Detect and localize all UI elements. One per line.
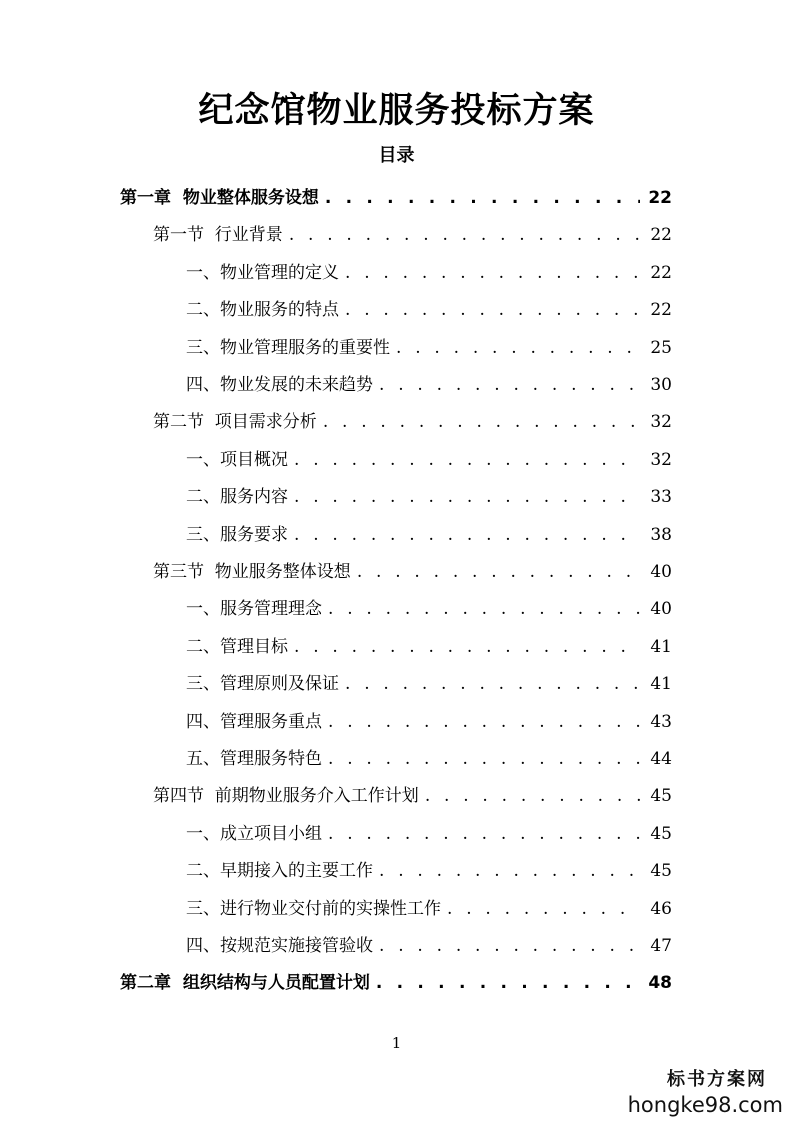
dot-leader: [396, 330, 640, 366]
toc-entry-page: 45: [650, 786, 672, 807]
dot-leader: [328, 704, 640, 740]
toc-entry-label: 四、物业发展的未来趋势: [186, 375, 373, 395]
dot-leader: [425, 778, 640, 814]
dot-leader: [328, 816, 640, 852]
toc-entry-label: 三、服务要求: [186, 524, 288, 545]
toc-entry-page: 41: [650, 636, 672, 657]
toc-entry-label: 第一章 物业整体服务设想: [120, 188, 319, 208]
dot-leader: [376, 965, 640, 1001]
toc-entry-page: 46: [650, 898, 672, 919]
toc-entry[interactable]: [186, 928, 672, 964]
toc-entry-page: 22: [650, 300, 672, 321]
toc-entry-page: 32: [650, 449, 672, 470]
toc-entry-page: 22: [648, 188, 672, 208]
dot-leader: [325, 180, 640, 216]
toc-entry-label: 二、物业服务的特点: [186, 300, 339, 321]
dot-leader: [289, 217, 640, 253]
toc-entry-label: 一、成立项目小组: [186, 823, 322, 844]
toc-entry[interactable]: [153, 778, 672, 814]
page-number: 1: [391, 1034, 402, 1052]
dot-leader: [294, 517, 640, 553]
toc-entry-page: 25: [650, 337, 672, 358]
toc-entry[interactable]: [186, 367, 672, 403]
toc-entry-label: 二、管理目标: [186, 636, 288, 657]
toc-entry-label: 三、管理原则及保证: [186, 674, 339, 695]
dot-leader: [447, 891, 640, 927]
toc-entry-label: 五、管理服务特色: [186, 749, 322, 769]
toc-entry-page: 22: [650, 262, 672, 283]
toc-entry-page: 45: [650, 823, 672, 844]
dot-leader: [294, 629, 640, 665]
toc-heading: 目录: [378, 145, 415, 166]
toc-entry-page: 45: [650, 861, 672, 882]
toc-entry-label: 一、项目概况: [186, 449, 288, 470]
toc-entry[interactable]: [186, 479, 672, 515]
toc-entry-page: 38: [650, 524, 672, 545]
toc-entry-page: 47: [650, 936, 672, 956]
toc-entry[interactable]: [153, 404, 672, 440]
dot-leader: [345, 666, 640, 702]
toc-entry[interactable]: [120, 180, 672, 216]
toc-entry[interactable]: [186, 255, 672, 291]
dot-leader: [379, 928, 640, 964]
toc-entry-label: 四、管理服务重点: [186, 711, 322, 732]
toc-entry-page: 40: [650, 599, 672, 620]
dot-leader: [323, 404, 640, 440]
toc-entry[interactable]: [186, 629, 672, 665]
toc-entry-label: 一、服务管理理念: [186, 599, 322, 620]
watermark-logo: [613, 1068, 783, 1118]
toc-entry[interactable]: [153, 554, 672, 590]
toc-entry[interactable]: [186, 853, 672, 889]
toc-entry[interactable]: [186, 442, 672, 478]
toc-entry[interactable]: [153, 217, 672, 253]
dot-leader: [357, 554, 640, 590]
toc-entry[interactable]: [186, 816, 672, 852]
toc-entry[interactable]: [186, 704, 672, 740]
dot-leader: [328, 741, 640, 777]
toc-entry-page: 41: [650, 674, 672, 695]
toc-entry-label: 第四节 前期物业服务介入工作计划: [153, 786, 419, 807]
toc-entry[interactable]: [186, 741, 672, 777]
toc-entry[interactable]: [120, 965, 672, 1001]
document-title: 纪念馆物业服务投标方案: [198, 91, 595, 131]
toc-entry-label: 第一节 行业背景: [153, 225, 283, 246]
toc-entry-label: 第二节 项目需求分析: [153, 412, 317, 433]
toc-entry-label: 二、早期接入的主要工作: [186, 861, 373, 882]
toc-entry-page: 32: [650, 412, 672, 433]
watermark-url: hongke98.com: [627, 1093, 783, 1117]
toc-entry-label: 第二章 组织结构与人员配置计划: [120, 973, 370, 994]
dot-leader: [294, 479, 640, 515]
dot-leader: [379, 367, 640, 403]
toc-entry[interactable]: [186, 591, 672, 627]
watermark-name: 标书方案网: [667, 1069, 767, 1090]
toc-entry[interactable]: [186, 330, 672, 366]
toc-entry-page: 33: [650, 487, 672, 508]
toc-entry-label: 第三节 物业服务整体设想: [153, 562, 351, 582]
dot-leader: [379, 853, 640, 889]
dot-leader: [294, 442, 640, 478]
toc-entry[interactable]: [186, 292, 672, 328]
toc-entry-label: 三、进行物业交付前的实操性工作: [186, 898, 441, 919]
toc-entry-page: 22: [650, 225, 672, 246]
toc-entry-label: 一、物业管理的定义: [186, 262, 339, 283]
toc-entry-page: 30: [650, 375, 672, 395]
toc-entry[interactable]: [186, 666, 672, 702]
toc-entry-page: 40: [650, 562, 672, 582]
toc-entry-label: 三、物业管理服务的重要性: [186, 337, 390, 358]
dot-leader: [345, 255, 640, 291]
toc-entry-page: 48: [648, 973, 672, 994]
dot-leader: [345, 292, 640, 328]
dot-leader: [328, 591, 640, 627]
toc-entry[interactable]: [186, 891, 672, 927]
toc-entry-label: 二、服务内容: [186, 487, 288, 508]
toc-entry[interactable]: [186, 517, 672, 553]
toc-entry-label: 四、按规范实施接管验收: [186, 936, 373, 956]
toc-entry-page: 43: [650, 711, 672, 732]
toc-entry-page: 44: [650, 749, 672, 769]
